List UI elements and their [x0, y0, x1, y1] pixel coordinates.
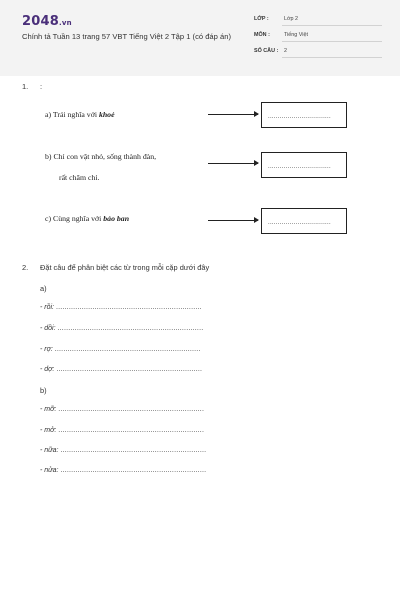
- question-1-text: :: [40, 82, 43, 91]
- fill-row-roi[interactable]: - rồi: ....................................................................: [40, 304, 202, 311]
- fill-row-ro[interactable]: - rợ: ....................................................................: [40, 346, 201, 353]
- fill-row-do[interactable]: - dợ: ....................................................................: [40, 366, 203, 373]
- answer-box-b[interactable]: ................................: [261, 152, 347, 178]
- q1-item-b-line2: rất chăm chỉ.: [59, 173, 100, 182]
- q1-item-c: c) Cùng nghĩa với bảo ban: [45, 214, 130, 223]
- arrow-icon: [208, 114, 258, 115]
- meta-question-count: SỐ CÂU : 2: [254, 46, 382, 58]
- arrow-icon: [208, 163, 258, 164]
- answer-box-c[interactable]: ................................: [261, 208, 347, 234]
- fill-row-mo-hoi[interactable]: - mở: ....................................................................: [40, 427, 205, 434]
- question-1-number: 1.: [22, 82, 29, 91]
- fill-row-nua-hoi[interactable]: - nửa: ....................................................................: [40, 467, 207, 474]
- answer-box-a[interactable]: ................................: [261, 102, 347, 128]
- question-2-number: 2.: [22, 263, 29, 272]
- meta-class: LỚP : Lớp 2: [254, 14, 382, 26]
- question-2-text: Đặt câu để phân biệt các từ trong mỗi cặp dưới đây: [40, 263, 210, 272]
- page-header: [0, 0, 400, 76]
- group-a-label: a): [40, 284, 47, 293]
- document-title: Chính tả Tuần 13 trang 57 VBT Tiếng Việt 2 Tập 1 (có đáp án): [22, 32, 231, 41]
- fill-row-nua-nga[interactable]: - nữa: ....................................................................: [40, 447, 207, 454]
- site-logo[interactable]: 2048.vn: [22, 14, 72, 29]
- fill-row-mo-nga[interactable]: - mỡ: ....................................................................: [40, 406, 205, 413]
- fill-row-doi[interactable]: - dồi: ....................................................................: [40, 325, 204, 332]
- q1-item-b: b) Chỉ con vật nhỏ, sống thành đàn,: [45, 152, 157, 161]
- meta-subject: MÔN : Tiếng Việt: [254, 30, 382, 42]
- q1-item-a: a) Trái nghĩa với khoẻ: [45, 110, 115, 119]
- arrow-icon: [208, 220, 258, 221]
- group-b-label: b): [40, 386, 47, 395]
